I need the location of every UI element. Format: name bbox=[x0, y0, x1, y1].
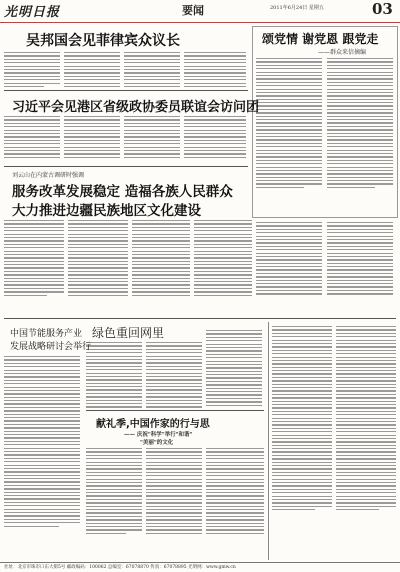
writers-subhead-1: —— 庆祝"科学"举行"和谐" bbox=[124, 432, 193, 438]
article-body bbox=[184, 52, 246, 89]
divider bbox=[4, 318, 396, 319]
headline-xi-jinping: 习近平会见港区省级政协委员联谊会访问团 bbox=[12, 100, 260, 115]
article-body bbox=[124, 52, 180, 89]
article-body bbox=[68, 220, 128, 298]
article-body bbox=[194, 220, 252, 298]
article-body bbox=[86, 342, 142, 410]
article-body bbox=[206, 330, 262, 408]
divider bbox=[86, 410, 264, 411]
divider bbox=[4, 166, 248, 167]
article-body bbox=[4, 220, 64, 298]
article-body bbox=[327, 58, 393, 190]
article-body bbox=[4, 356, 80, 529]
article-body bbox=[146, 342, 202, 410]
article-body bbox=[124, 116, 180, 160]
newspaper-logo: 光明日报 bbox=[4, 5, 61, 20]
headline-writers: 献礼季,中国作家的行与思 bbox=[96, 419, 210, 430]
article-body bbox=[256, 58, 322, 190]
headline-liu-yunshan-2: 大力推进边疆民族地区文化建设 bbox=[12, 203, 201, 219]
article-body bbox=[184, 116, 246, 160]
article-body bbox=[272, 326, 332, 512]
issue-date: 2011年6月24日 星期五 bbox=[270, 5, 324, 11]
headline-cpc-1: 中国节能服务产业 bbox=[10, 329, 83, 339]
footer-text: 社址：北京市珠市口东大街5号 邮政编码：100062 总编室：67078870 传真：67078895 光明网：www.gmw.cn bbox=[4, 565, 236, 570]
headline-green: 绿色重回网里 bbox=[92, 326, 165, 340]
headline-liu-yunshan-1: 服务改革发展稳定 造福各族人民群众 bbox=[12, 184, 233, 200]
headline-wu-bangguo: 吴邦国会见菲律宾众议长 bbox=[26, 33, 180, 49]
writers-subhead-2: "美丽"的文化 bbox=[140, 440, 174, 446]
article-body bbox=[146, 448, 202, 536]
article-body bbox=[64, 52, 120, 89]
article-body bbox=[206, 448, 264, 536]
headline-cpc-2: 发展战略研讨会举行 bbox=[10, 342, 92, 352]
headline-commentary: 颂党情 谢党恩 跟党走 bbox=[262, 32, 379, 46]
article-body bbox=[336, 326, 396, 512]
article-body bbox=[64, 116, 120, 160]
section-title: 要闻 bbox=[182, 4, 204, 17]
article-body bbox=[86, 448, 142, 536]
kicker-liu-yunshan: 刘云山在内蒙古调研时强调 bbox=[12, 172, 85, 179]
article-body bbox=[256, 222, 322, 297]
divider bbox=[4, 90, 248, 91]
column-divider bbox=[268, 322, 269, 560]
article-body bbox=[327, 222, 393, 297]
commentary-byline: ——群众来信摘编 bbox=[318, 49, 367, 56]
article-body bbox=[132, 220, 190, 298]
page-number: 03 bbox=[372, 0, 393, 18]
masthead bbox=[0, 0, 400, 23]
article-body bbox=[4, 52, 60, 89]
article-body bbox=[4, 116, 60, 160]
